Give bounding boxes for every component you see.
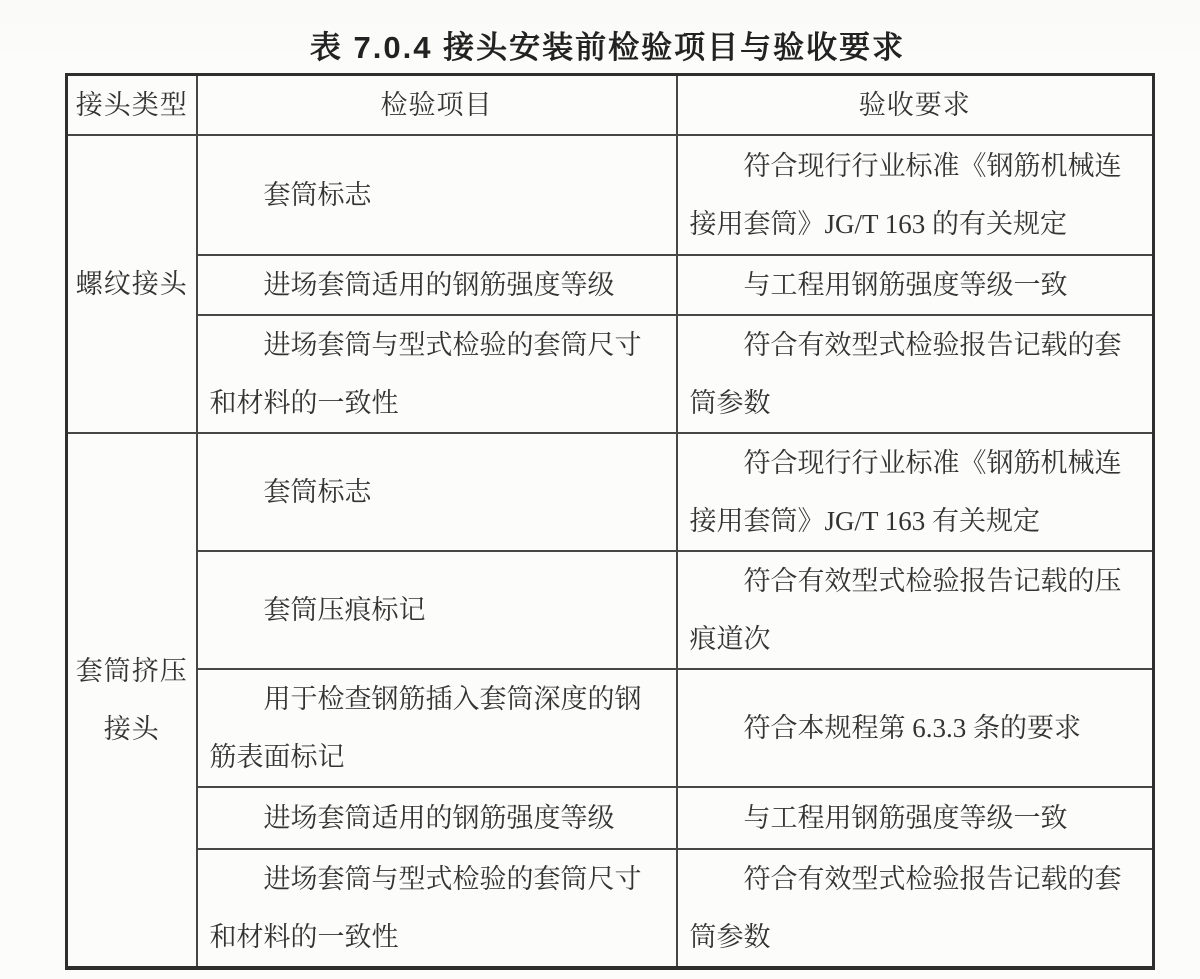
table-row xyxy=(67,255,1154,315)
table-row xyxy=(67,315,1154,433)
acceptance-requirement-cell: 符合现行行业标准《钢筋机械连接用套筒》JG/T 163 的有关规定 xyxy=(677,135,1154,255)
inspection-item-cell: 进场套筒适用的钢筋强度等级 xyxy=(197,787,677,849)
table-header-row xyxy=(67,75,1154,136)
header-acceptance-requirement: 验收要求 xyxy=(677,75,1154,136)
inspection-item-cell: 用于检查钢筋插入套筒深度的钢筋表面标记 xyxy=(197,669,677,787)
inspection-item-cell: 套筒标志 xyxy=(197,135,677,255)
acceptance-requirement-cell: 符合有效型式检验报告记载的压痕道次 xyxy=(677,551,1154,669)
acceptance-requirement-cell: 符合本规程第 6.3.3 条的要求 xyxy=(677,669,1154,787)
header-inspection-item: 检验项目 xyxy=(197,75,677,136)
table-row xyxy=(67,849,1154,968)
acceptance-requirement-cell: 符合有效型式检验报告记载的套筒参数 xyxy=(677,849,1154,968)
acceptance-requirement-cell: 与工程用钢筋强度等级一致 xyxy=(677,787,1154,849)
inspection-requirements-table xyxy=(65,73,1155,970)
joint-type-cell-threaded: 螺纹接头 xyxy=(67,135,197,433)
acceptance-requirement-cell: 符合现行行业标准《钢筋机械连接用套筒》JG/T 163 有关规定 xyxy=(677,433,1154,551)
acceptance-requirement-cell: 符合有效型式检验报告记载的套筒参数 xyxy=(677,315,1154,433)
table-row xyxy=(67,787,1154,849)
acceptance-requirement-cell: 与工程用钢筋强度等级一致 xyxy=(677,255,1154,315)
inspection-item-cell: 进场套筒适用的钢筋强度等级 xyxy=(197,255,677,315)
table-row xyxy=(67,433,1154,551)
joint-type-cell-extrusion: 套筒挤压接头 xyxy=(67,433,197,968)
inspection-item-cell: 进场套筒与型式检验的套筒尺寸和材料的一致性 xyxy=(197,315,677,433)
table-title: 表 7.0.4 接头安装前检验项目与验收要求 xyxy=(309,30,906,65)
header-joint-type: 接头类型 xyxy=(67,75,197,136)
inspection-item-cell: 进场套筒与型式检验的套筒尺寸和材料的一致性 xyxy=(197,849,677,968)
table-row xyxy=(67,551,1154,669)
inspection-item-cell: 套筒标志 xyxy=(197,433,677,551)
table-row xyxy=(67,135,1154,255)
inspection-item-cell: 套筒压痕标记 xyxy=(197,551,677,669)
table-row xyxy=(67,669,1154,787)
